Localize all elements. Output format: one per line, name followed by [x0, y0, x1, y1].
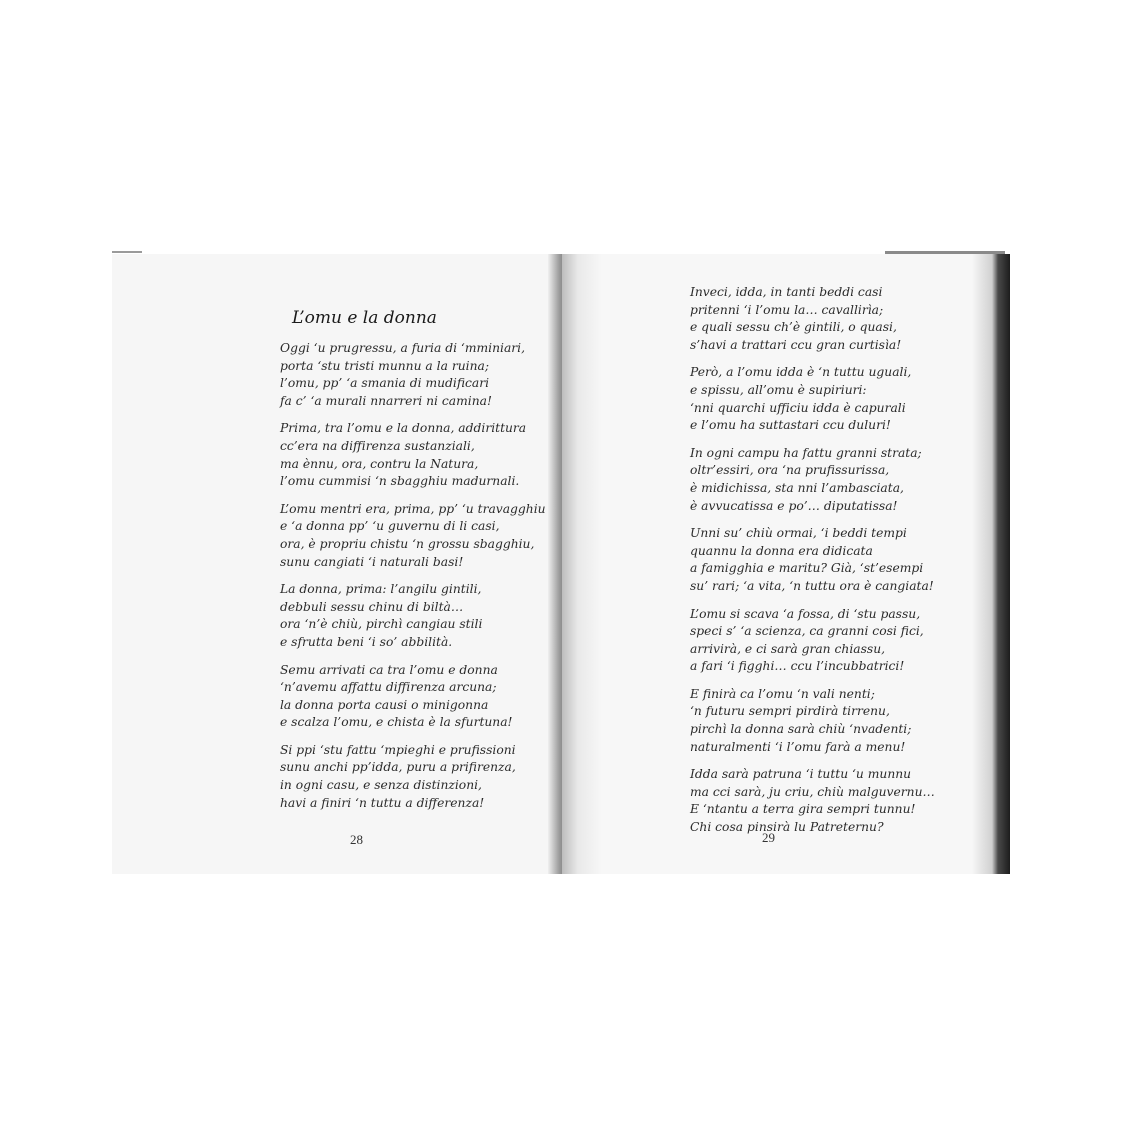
poem-line: Idda sarà patruna ‘i tuttu ‘u munnu: [690, 767, 912, 782]
stanza: [280, 420, 546, 490]
poem-line: Si ppi ‘stu fattu ‘mpieghi e prufissioni: [280, 742, 516, 757]
page-number-left: 28: [350, 832, 363, 847]
poem-line: Unni su’ chiù ormai, ‘i beddi tempi: [690, 526, 907, 541]
poem-line: Oggi ‘u prugressu, a furia di ‘mminiari,: [280, 341, 526, 355]
poem-line: ora ‘n’è chiù, pirchì cangiau stili: [280, 617, 483, 632]
page-number-right: 29: [762, 830, 775, 845]
poem-line: pritenni ‘i l’omu la… cavallirìa;: [690, 302, 884, 317]
page-edge: [112, 251, 142, 253]
stanza: [690, 686, 935, 756]
poem-line: Però, a l’omu idda è ‘n tuttu uguali,: [690, 365, 912, 380]
poem-line: ‘n’avemu affattu diffirenza arcuna;: [280, 680, 497, 695]
poem-line: Semu arrivati ca tra l’omu e donna: [280, 662, 498, 677]
poem-line: è midichissa, sta nni l’ambasciata,: [690, 480, 904, 495]
poem-line: ‘nni quarchi ufficiu idda è capurali: [690, 400, 906, 415]
stanza: [690, 445, 935, 515]
poem-line: e sfrutta beni ‘i so’ abbilità.: [280, 634, 453, 649]
poem-line: speci s’ ‘a scienza, ca granni cosi fici,: [690, 624, 924, 639]
poem-line: ora, è propriu chistu ‘n grossu sbagghiu,: [280, 536, 535, 551]
poem-line: E finirà ca l’omu ‘n vali nenti;: [690, 686, 875, 701]
poem-line: su’ rari; ‘a vita, ‘n tuttu ora è cangiata!: [690, 578, 934, 593]
poem-line: sunu anchi pp’idda, puru a prifirenza,: [280, 760, 516, 775]
stanza: [280, 742, 546, 812]
poem-line: L’omu mentri era, prima, pp’ ‘u travagghiu: [280, 501, 546, 516]
poem-line: a famigghia e maritu? Già, ‘st’esempi: [690, 561, 924, 576]
poem-line: a fari ‘i figghi… ccu l’incubbatrici!: [690, 659, 905, 674]
right-page: [562, 254, 1010, 874]
poem-line: E ‘ntantu a terra gira sempri tunnu!: [690, 802, 916, 817]
poem-line: e l’omu ha suttastari ccu duluri!: [690, 418, 891, 433]
poem-line: pirchì la donna sarà chiù ‘nvadenti;: [690, 722, 912, 737]
stanza: [690, 284, 935, 354]
poem-line: In ogni campu ha fattu granni strata;: [690, 445, 922, 460]
stanza: [690, 525, 935, 595]
poem-line: e ‘a donna pp’ ‘u guvernu di li casi,: [280, 519, 500, 534]
stanza: [280, 501, 546, 571]
poem-line: naturalmenti ‘i l’omu farà a menu!: [690, 739, 906, 754]
poem-line: arrivirà, e ci sarà gran chiassu,: [690, 641, 886, 656]
poem-line: e spissu, all’omu è supiriuri:: [690, 382, 867, 397]
poem-line: la donna porta causi o minigonna: [280, 697, 489, 712]
poem-line: quannu la donna era didicata: [690, 543, 873, 558]
poem-line: ma cci sarà, ju criu, chiù malguvernu…: [690, 784, 935, 799]
poem-title: L’omu e la donna: [292, 308, 437, 328]
poem-line: l’omu, pp’ ‘a smania di mudificari: [280, 376, 490, 391]
poem-line: cc’era na diffirenza sustanziali,: [280, 438, 475, 453]
poem-text-left: [280, 340, 546, 822]
poem-line: fa c’ ‘a murali nnarreri ni camina!: [280, 393, 492, 408]
stanza: [690, 364, 935, 434]
poem-line: s’havi a trattari ccu gran curtisìa!: [690, 337, 902, 352]
poem-line: ma ènnu, ora, contru la Natura,: [280, 456, 479, 471]
stanza: [280, 581, 546, 651]
poem-line: La donna, prima: l’angilu gintili,: [280, 582, 482, 597]
poem-line: e scalza l’omu, e chista è la sfurtuna!: [280, 715, 513, 730]
poem-line: in ogni casu, e senza distinzioni,: [280, 778, 482, 793]
poem-line: sunu cangiati ‘i naturali basi!: [280, 554, 464, 569]
poem-line: Chi cosa pinsirà lu Patreternu?: [690, 820, 884, 835]
stanza: [690, 766, 935, 836]
poem-line: L’omu si scava ‘a fossa, di ‘stu passu,: [690, 606, 921, 621]
poem-line: Inveci, idda, in tanti beddi casi: [690, 285, 883, 299]
poem-line: oltr’essiri, ora ‘na prufissurissa,: [690, 463, 890, 478]
poem-line: è avvucatissa e po’… diputatissa!: [690, 498, 898, 513]
poem-line: l’omu cummisi ‘n sbagghiu madurnali.: [280, 474, 520, 489]
poem-line: Prima, tra l’omu e la donna, addirittura: [280, 421, 527, 436]
stanza: [280, 662, 546, 732]
poem-line: ‘n futuru sempri pirdirà tirrenu,: [690, 704, 890, 719]
poem-line: e quali sessu ch’è gintili, o quasi,: [690, 320, 897, 335]
poem-line: havi a finiri ‘n tuttu a differenza!: [280, 795, 485, 810]
stanza: [280, 340, 546, 410]
poem-line: porta ‘stu tristi munnu a la ruina;: [280, 358, 489, 373]
stanza: [690, 606, 935, 676]
poem-line: debbuli sessu chinu di biltà…: [280, 599, 464, 614]
left-page: [112, 254, 558, 874]
poem-text-right: [690, 284, 935, 847]
